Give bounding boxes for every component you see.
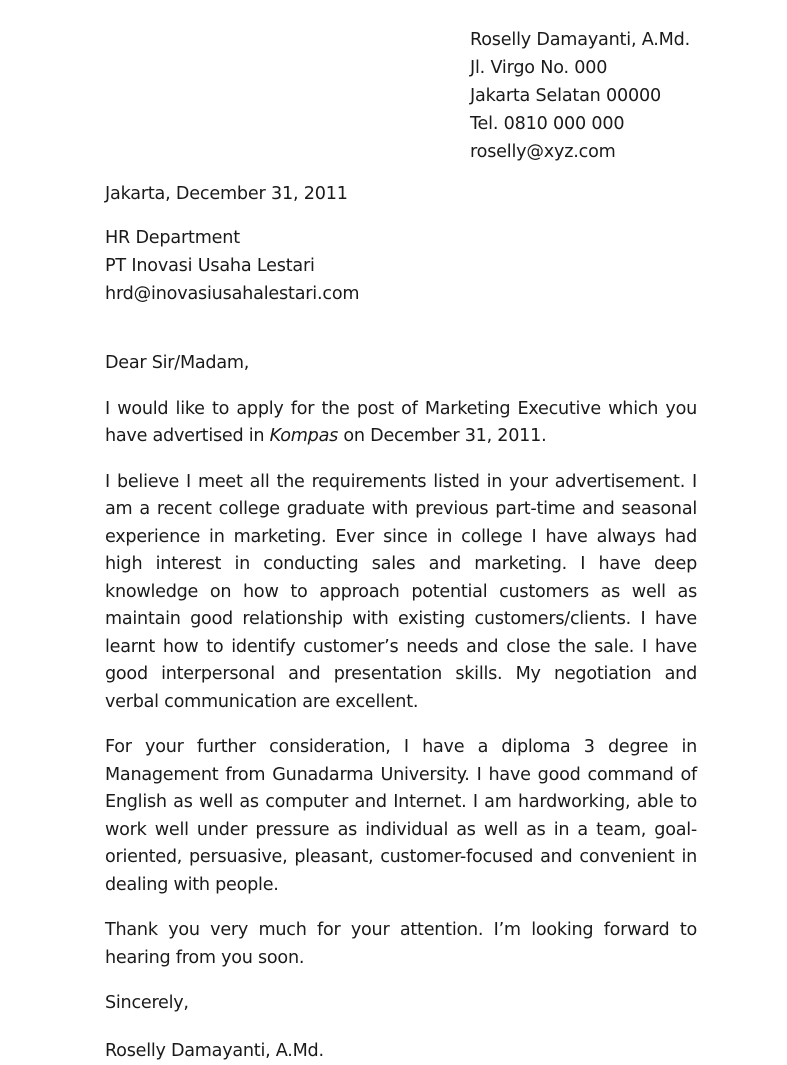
sender-street: Jl. Virgo No. 000 — [470, 54, 690, 82]
recipient-email: hrd@inovasiusahalestari.com — [105, 280, 359, 308]
sender-name: Roselly Damayanti, A.Md. — [470, 26, 690, 54]
paragraph-thanks: Thank you very much for your attention. I’m looking forward to hearing from you soon. — [105, 917, 697, 972]
paragraph-application-end: on December 31, 2011. — [338, 426, 546, 446]
letter-date: Jakarta, December 31, 2011 — [105, 180, 348, 208]
paragraph-education: For your further consideration, I have a diploma 3 degree in Management from Gunadarma University. I have good command of English as well as computer and Internet. I am hardworking, able to work well under pressure as individual as well as in a team, goal-oriented, persuasive, pleasant, customer-focused and convenient in dealing with people. — [105, 734, 697, 899]
publication-name: Kompas — [270, 426, 338, 446]
recipient-address-block — [105, 224, 359, 308]
signature-name: Roselly Damayanti, A.Md. — [105, 1038, 697, 1065]
recipient-company: PT Inovasi Usaha Lestari — [105, 252, 359, 280]
paragraph-application — [105, 396, 697, 451]
sender-phone: Tel. 0810 000 000 — [470, 110, 690, 138]
paragraph-qualifications: I believe I meet all the requirements listed in your advertisement. I am a recent college graduate with previous part-time and seasonal experience in marketing. Ever since in college I have always had high interest in conducting sales and marketing. I have deep knowledge on how to approach potential customers as well as maintain good relationship with existing customers/clients. I have learnt how to identify customer’s needs and close the sale. I have good interpersonal and presentation skills. My negotiation and verbal communication are excellent. — [105, 469, 697, 717]
recipient-department: HR Department — [105, 224, 359, 252]
paragraph-application-start: I would like to apply for the post of Marketing Executive which you have advertised in — [105, 399, 697, 447]
closing: Sincerely, — [105, 990, 697, 1018]
sender-address-block — [470, 26, 690, 166]
letter-body — [105, 350, 697, 1065]
sender-email: roselly@xyz.com — [470, 138, 690, 166]
salutation: Dear Sir/Madam, — [105, 350, 697, 378]
sender-city: Jakarta Selatan 00000 — [470, 82, 690, 110]
